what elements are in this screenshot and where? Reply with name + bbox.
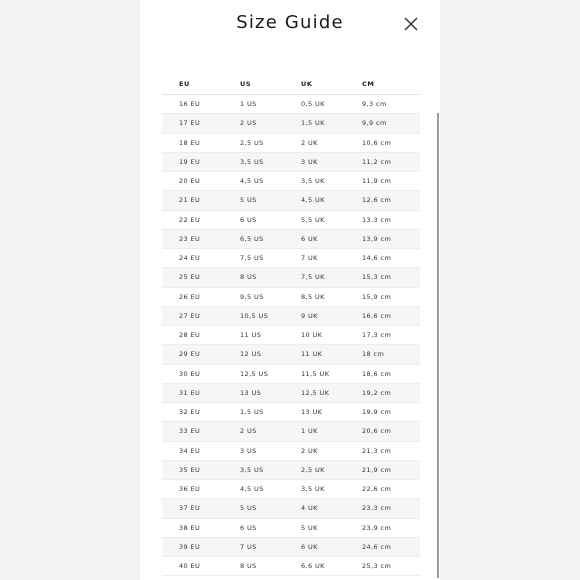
- table-cell: 28 EU: [179, 331, 201, 340]
- table-cell: 31 EU: [179, 388, 201, 397]
- table-cell: 3,5 US: [240, 465, 264, 474]
- table-cell: 21,9 cm: [362, 465, 392, 474]
- table-cell: 40 EU: [179, 562, 201, 571]
- table-cell: 12 US: [240, 350, 262, 359]
- table-cell: 2 US: [240, 427, 257, 436]
- table-row: [162, 249, 420, 268]
- table-cell: 1,5 US: [240, 408, 264, 417]
- table-cell: 27 EU: [179, 311, 201, 320]
- table-cell: 8 US: [240, 273, 257, 282]
- table-cell: 16,6 cm: [362, 311, 392, 320]
- table-cell: 23,9 cm: [362, 523, 392, 532]
- table-cell: 25 EU: [179, 273, 201, 282]
- modal-title: Size Guide: [236, 12, 344, 33]
- table-cell: 4,5 UK: [301, 196, 325, 205]
- table-cell: 17,3 cm: [362, 331, 392, 340]
- table-cell: 18 cm: [362, 350, 385, 359]
- table-cell: 7,5 US: [240, 254, 264, 263]
- table-cell: 3,5 UK: [301, 485, 325, 494]
- table-cell: 15,9 cm: [362, 292, 392, 301]
- table-cell: 1,5 UK: [301, 119, 325, 128]
- table-row: [162, 307, 420, 326]
- table-cell: 36 EU: [179, 485, 201, 494]
- table-cell: 18,6 cm: [362, 369, 392, 378]
- table-cell: 10,5 US: [240, 311, 269, 320]
- table-row: [162, 384, 420, 403]
- table-cell: 24 EU: [179, 254, 201, 263]
- table-body: [162, 95, 420, 576]
- table-cell: 6 UK: [301, 542, 318, 551]
- scrollbar[interactable]: [437, 113, 439, 578]
- column-header-cm: CM: [362, 80, 375, 88]
- column-header-uk: UK: [301, 80, 313, 88]
- table-cell: 8 US: [240, 562, 257, 571]
- table-cell: 23,3 cm: [362, 504, 392, 513]
- table-cell: 9,3 cm: [362, 100, 387, 109]
- table-cell: 13,3 cm: [362, 215, 392, 224]
- table-row: [162, 211, 420, 230]
- table-cell: 0,5 UK: [301, 100, 325, 109]
- table-row: [162, 480, 420, 499]
- table-row: [162, 499, 420, 518]
- table-cell: 4,5 US: [240, 177, 264, 186]
- table-cell: 11,9 cm: [362, 177, 392, 186]
- table-cell: 7,5 UK: [301, 273, 325, 282]
- table-cell: 3 UK: [301, 157, 318, 166]
- table-cell: 11,5 UK: [301, 369, 330, 378]
- table-row: [162, 134, 420, 153]
- table-cell: 29 EU: [179, 350, 201, 359]
- table-row: [162, 95, 420, 114]
- table-cell: 20 EU: [179, 177, 201, 186]
- table-cell: 1 US: [240, 100, 257, 109]
- table-cell: 10,6 cm: [362, 138, 392, 147]
- table-cell: 3,5 US: [240, 157, 264, 166]
- table-cell: 3 US: [240, 446, 257, 455]
- table-cell: 18 EU: [179, 138, 201, 147]
- table-cell: 12,5 US: [240, 369, 269, 378]
- table-cell: 7 UK: [301, 254, 318, 263]
- table-cell: 22 EU: [179, 215, 201, 224]
- table-cell: 2 UK: [301, 138, 318, 147]
- table-cell: 5 US: [240, 196, 257, 205]
- table-cell: 2,5 US: [240, 138, 264, 147]
- table-cell: 1 UK: [301, 427, 318, 436]
- table-cell: 33 EU: [179, 427, 201, 436]
- table-cell: 21 EU: [179, 196, 201, 205]
- table-row: [162, 422, 420, 441]
- table-cell: 19,2 cm: [362, 388, 392, 397]
- table-cell: 4,5 US: [240, 485, 264, 494]
- table-cell: 7 US: [240, 542, 257, 551]
- close-icon[interactable]: [402, 15, 420, 33]
- table-cell: 13,9 cm: [362, 234, 392, 243]
- table-cell: 26 EU: [179, 292, 201, 301]
- table-cell: 2 UK: [301, 446, 318, 455]
- table-row: [162, 326, 420, 345]
- table-cell: 30 EU: [179, 369, 201, 378]
- table-cell: 6,6 UK: [301, 562, 325, 571]
- size-guide-modal: [140, 0, 440, 580]
- table-cell: 12,5 UK: [301, 388, 330, 397]
- table-row: [162, 557, 420, 576]
- table-cell: 11 US: [240, 331, 262, 340]
- table-cell: 3,5 UK: [301, 177, 325, 186]
- table-cell: 39 EU: [179, 542, 201, 551]
- table-cell: 9,9 cm: [362, 119, 387, 128]
- table-cell: 2 US: [240, 119, 257, 128]
- table-row: [162, 345, 420, 364]
- table-row: [162, 365, 420, 384]
- table-cell: 23 EU: [179, 234, 201, 243]
- table-cell: 6 US: [240, 523, 257, 532]
- table-cell: 6,5 US: [240, 234, 264, 243]
- table-cell: 11,2 cm: [362, 157, 392, 166]
- table-row: [162, 172, 420, 191]
- table-cell: 32 EU: [179, 408, 201, 417]
- table-cell: 22,6 cm: [362, 485, 392, 494]
- table-header: [162, 74, 420, 95]
- table-row: [162, 538, 420, 557]
- table-row: [162, 519, 420, 538]
- table-row: [162, 403, 420, 422]
- table-cell: 13 UK: [301, 408, 323, 417]
- table-cell: 5,5 UK: [301, 215, 325, 224]
- table-cell: 6 UK: [301, 234, 318, 243]
- table-cell: 8,5 UK: [301, 292, 325, 301]
- table-row: [162, 191, 420, 210]
- table-cell: 37 EU: [179, 504, 201, 513]
- table-row: [162, 461, 420, 480]
- table-cell: 20,6 cm: [362, 427, 392, 436]
- table-cell: 4 UK: [301, 504, 318, 513]
- table-cell: 9,5 US: [240, 292, 264, 301]
- table-row: [162, 288, 420, 307]
- table-cell: 16 EU: [179, 100, 201, 109]
- table-cell: 35 EU: [179, 465, 201, 474]
- table-row: [162, 230, 420, 249]
- table-cell: 9 UK: [301, 311, 318, 320]
- column-header-eu: EU: [179, 80, 190, 88]
- table-row: [162, 442, 420, 461]
- table-cell: 2,5 UK: [301, 465, 325, 474]
- table-cell: 12,6 cm: [362, 196, 392, 205]
- table-cell: 21,3 cm: [362, 446, 392, 455]
- table-row: [162, 153, 420, 172]
- table-cell: 10 UK: [301, 331, 323, 340]
- table-cell: 5 UK: [301, 523, 318, 532]
- table-cell: 6 US: [240, 215, 257, 224]
- table-cell: 11 UK: [301, 350, 323, 359]
- table-cell: 25,3 cm: [362, 562, 392, 571]
- table-row: [162, 268, 420, 287]
- table-cell: 19,9 cm: [362, 408, 392, 417]
- column-header-us: US: [240, 80, 252, 88]
- table-cell: 19 EU: [179, 157, 201, 166]
- table-cell: 34 EU: [179, 446, 201, 455]
- table-cell: 38 EU: [179, 523, 201, 532]
- table-cell: 24,6 cm: [362, 542, 392, 551]
- size-table: [162, 74, 420, 576]
- table-cell: 13 US: [240, 388, 262, 397]
- table-row: [162, 114, 420, 133]
- table-cell: 14,6 cm: [362, 254, 392, 263]
- table-cell: 15,3 cm: [362, 273, 392, 282]
- table-cell: 17 EU: [179, 119, 201, 128]
- table-cell: 5 US: [240, 504, 257, 513]
